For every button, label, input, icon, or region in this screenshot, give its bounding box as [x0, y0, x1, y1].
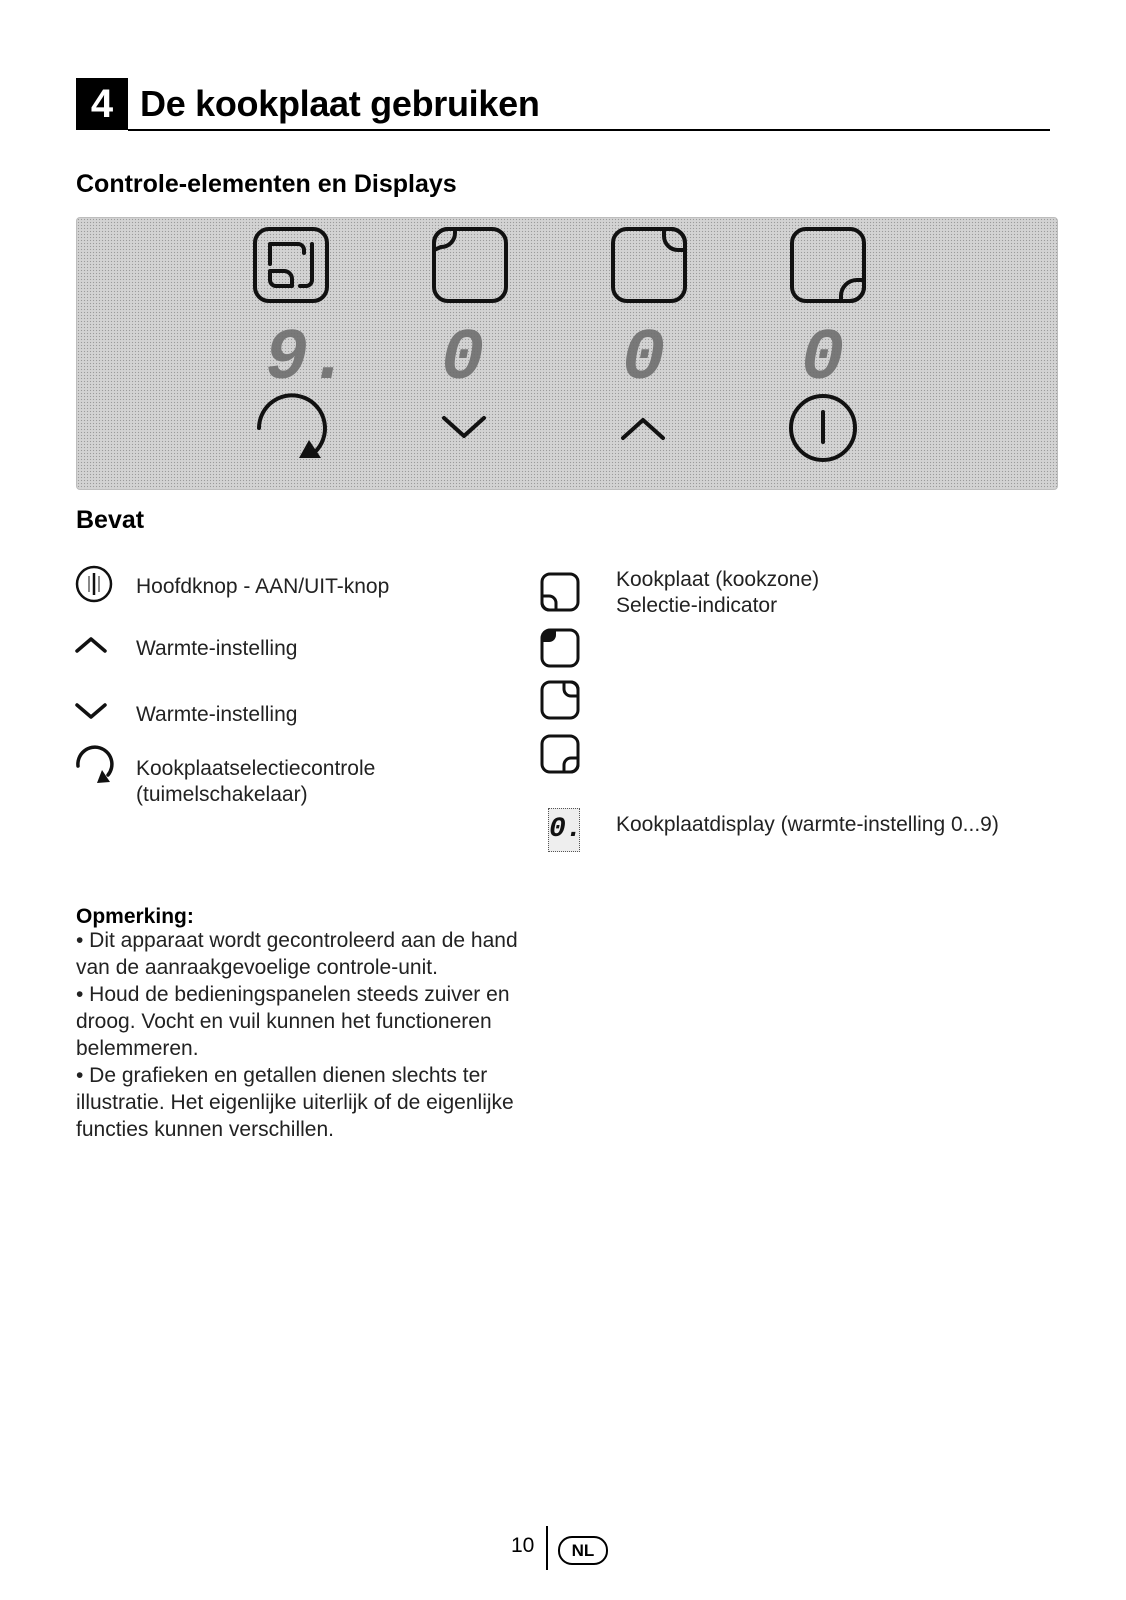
zone-icon-top-right	[540, 680, 580, 720]
zone-icon-bottom-right	[540, 734, 580, 774]
zone-selector-icon-4[interactable]	[792, 229, 864, 301]
zone-selector-icon-3[interactable]	[613, 229, 685, 301]
title-rule	[128, 129, 1050, 131]
legend-zones-line1: Kookplaat (kookzone)	[616, 568, 820, 591]
legend-heat-up: Warmte-instelling	[136, 637, 298, 660]
legend-heat-down: Warmte-instelling	[136, 703, 298, 726]
page-number: 10	[511, 1534, 535, 1557]
control-panel-drawing	[77, 218, 1057, 489]
legend-main-switch: Hoofdknop - AAN/UIT-knop	[136, 575, 390, 598]
zone-icon-top-left	[540, 628, 580, 668]
footer-divider	[546, 1526, 548, 1570]
zone-selector-icon-1[interactable]	[255, 229, 327, 301]
chevron-down-icon	[74, 698, 108, 724]
display-sample-icon: 0.	[548, 808, 580, 852]
zone-icon-bottom-left	[540, 572, 580, 612]
note-item-1: • Dit apparaat wordt gecontroleerd aan de hand van de aanraakgevoelige controle-unit.	[76, 929, 518, 979]
chapter-number-badge: 4	[76, 78, 128, 130]
zone-display-4: 0	[801, 318, 845, 400]
page-title: De kookplaat gebruiken	[140, 83, 540, 124]
note-item-3: • De grafieken en getallen dienen slechts ter illustratie. Het eigenlijke uiterlijk of de eigenlijke functies kunnen verschillen.	[76, 1064, 514, 1141]
rotate-selector-icon	[72, 744, 118, 790]
control-panel-illustration	[76, 217, 1058, 490]
power-icon[interactable]	[791, 396, 855, 460]
legend-zones-line2: Selectie-indicator	[616, 594, 778, 617]
legend-display: Kookplaatdisplay (warmte-instelling 0...9)	[616, 813, 999, 836]
rotate-selector-icon[interactable]	[259, 395, 325, 458]
power-icon	[74, 564, 114, 604]
chevron-down-icon[interactable]	[444, 418, 484, 436]
chevron-up-icon	[74, 632, 108, 658]
contains-heading: Bevat	[76, 506, 145, 534]
language-badge: NL	[558, 1536, 608, 1565]
zone-selector-icon-2[interactable]	[434, 229, 506, 301]
note-heading: Opmerking:	[76, 905, 194, 928]
legend-selector-line1: Kookplaatselectiecontrole	[136, 757, 376, 780]
zone-display-1: 9.	[265, 318, 352, 400]
section-heading: Controle-elementen en Displays	[76, 170, 457, 198]
zone-display-2: 0	[441, 318, 485, 400]
legend-selector-line2: (tuimelschakelaar)	[136, 783, 308, 806]
note-item-2: • Houd de bedieningspanelen steeds zuiver en droog. Vocht en vuil kunnen het functioneren belemmeren.	[76, 983, 510, 1060]
chevron-up-icon[interactable]	[623, 420, 663, 438]
zone-display-3: 0	[622, 318, 666, 400]
